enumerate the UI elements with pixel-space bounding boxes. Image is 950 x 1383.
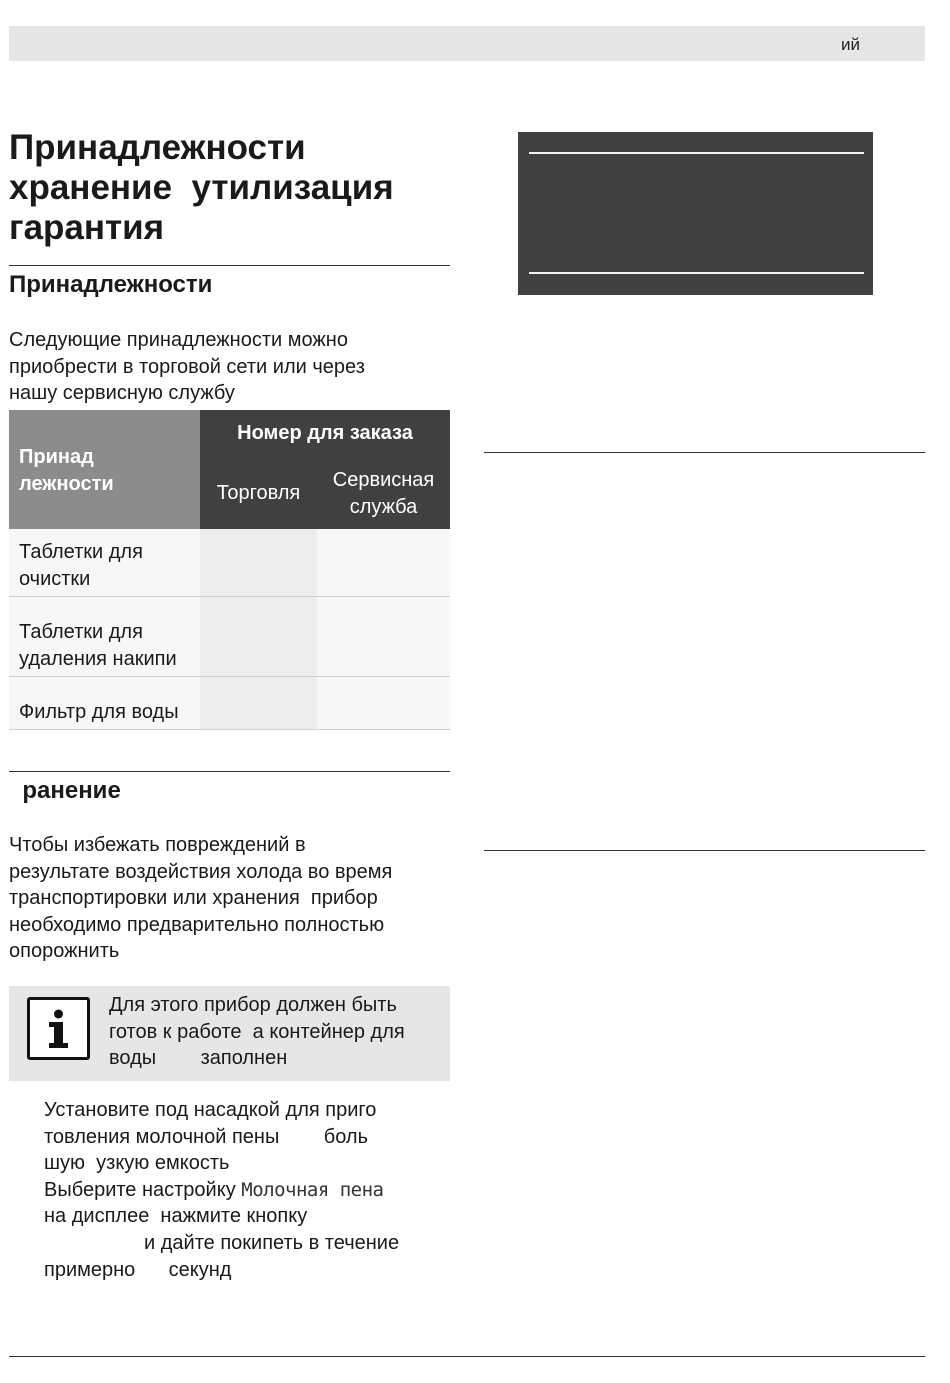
divider-storage xyxy=(9,771,450,772)
language-tab: ий xyxy=(841,35,860,54)
cell-accessory-line: удаления накипи xyxy=(19,647,177,670)
header-service xyxy=(317,467,450,520)
accessories-intro xyxy=(9,327,365,407)
header-bar xyxy=(9,26,925,61)
info-line-3: воды заполнен xyxy=(109,1047,288,1069)
step-line-1: Установите под насадкой для приго xyxy=(44,1099,377,1121)
accessories-heading: Принадлежности xyxy=(9,271,213,298)
storage-line-1: Чтобы избежать повреждений в xyxy=(9,834,306,856)
storage-line-2: результате воздействия холода во время xyxy=(9,860,393,883)
accessories-table xyxy=(9,410,450,730)
divider-right-2 xyxy=(484,850,925,851)
info-line-2: готов к работе а контейнер для xyxy=(109,1020,405,1043)
step-line-6: и дайте покипеть в течение xyxy=(44,1231,400,1254)
intro-line-2: приобрести в торговой сети или через xyxy=(9,355,365,378)
storage-steps xyxy=(44,1097,399,1283)
cell-accessory xyxy=(19,619,177,672)
cell-service xyxy=(317,597,450,676)
cell-trade xyxy=(200,677,317,729)
info-note-text xyxy=(109,992,405,1072)
step-line-7: примерно секунд xyxy=(44,1258,232,1281)
cell-trade xyxy=(200,597,317,676)
info-icon xyxy=(27,997,90,1060)
cell-accessory-line: Фильтр для воды xyxy=(19,701,179,723)
cell-service xyxy=(317,677,450,729)
intro-line-1: Следующие принадлежности можно xyxy=(9,329,348,351)
storage-line-5: опорожнить xyxy=(9,940,120,962)
table-row xyxy=(9,677,450,730)
header-service-line-2: служба xyxy=(349,495,418,518)
header-accessory-line-1: Принад xyxy=(19,446,94,468)
storage-paragraph xyxy=(9,832,392,965)
cell-accessory xyxy=(19,699,179,726)
cell-service xyxy=(317,529,450,596)
divider-accessories xyxy=(9,265,450,266)
footer-divider xyxy=(9,1356,925,1357)
page-title-line-1: Принадлежности xyxy=(9,128,306,167)
header-accessory xyxy=(9,410,200,529)
step-line-4-text: Выберите настройку xyxy=(44,1178,242,1201)
storage-heading: ранение xyxy=(9,777,121,804)
page-title-line-3: гарантия xyxy=(9,208,165,247)
header-order-number xyxy=(200,410,450,529)
step-line-2: товления молочной пены боль xyxy=(44,1125,369,1148)
display-text-milk-foam: Молочная пена xyxy=(241,1178,384,1201)
cell-accessory-line: очистки xyxy=(19,567,91,590)
header-service-line-1: Сервисная xyxy=(332,469,435,491)
step-line-3: шую узкую емкость xyxy=(44,1152,230,1175)
page-title xyxy=(9,128,459,248)
step-line-5: на дисплее нажмите кнопку xyxy=(44,1205,308,1228)
intro-line-3: нашу сервисную службу xyxy=(9,382,235,404)
step-line-4 xyxy=(44,1177,399,1204)
info-line-1: Для этого прибор должен быть xyxy=(109,994,397,1016)
info-note xyxy=(9,986,450,1081)
storage-line-3: транспортировки или хранения прибор xyxy=(9,887,378,909)
warning-box-bottom-line xyxy=(529,272,864,274)
cell-accessory-line: Таблетки для xyxy=(19,541,143,563)
cell-accessory xyxy=(19,539,143,592)
header-accessory-line-2: лежности xyxy=(19,472,114,495)
header-order-number-label: Номер для заказа xyxy=(237,422,413,444)
storage-line-4: необходимо предварительно полностью xyxy=(9,913,385,936)
table-row xyxy=(9,597,450,677)
page-title-line-2: хранение утилизация xyxy=(9,168,394,207)
header-trade: Торговля xyxy=(216,482,301,504)
cell-accessory-line: Таблетки для xyxy=(19,621,143,643)
table-row xyxy=(9,529,450,597)
cell-trade xyxy=(200,529,317,596)
warning-box xyxy=(518,132,873,295)
warning-box-top-line xyxy=(529,152,864,154)
divider-right-1 xyxy=(484,452,925,453)
